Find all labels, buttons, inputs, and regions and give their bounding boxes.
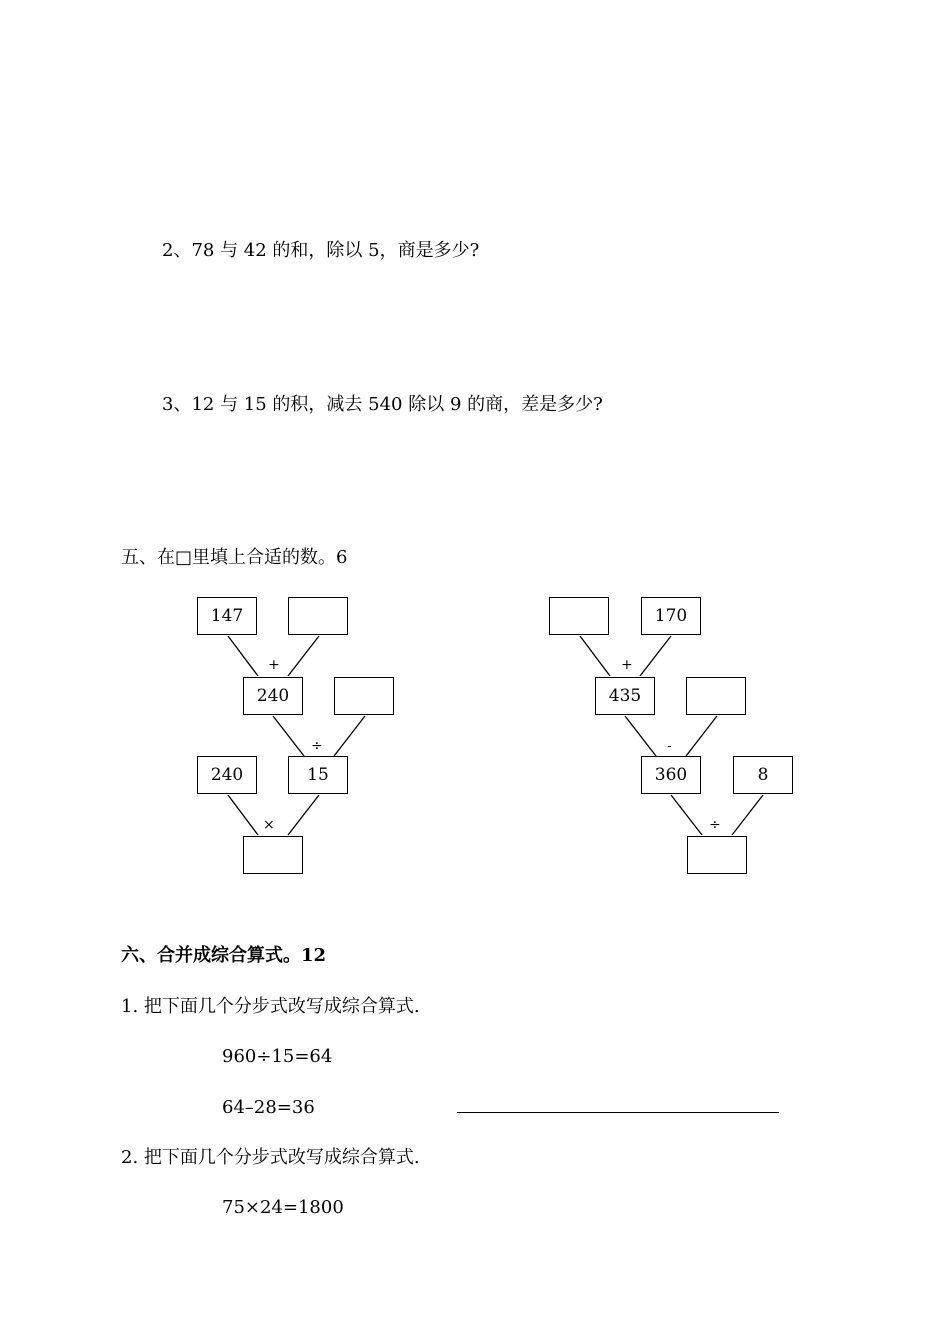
- box-top-right-blank[interactable]: [288, 597, 348, 635]
- question-1-title: 1. 把下面几个分步式改写成综合算式.: [121, 996, 420, 1017]
- operator-plus: +: [621, 657, 633, 673]
- operator-times: ×: [263, 817, 275, 833]
- section-6-heading: 六、合并成综合算式。12: [121, 945, 327, 966]
- question-2-title: 2. 把下面几个分步式改写成综合算式.: [121, 1147, 420, 1168]
- operator-divide: ÷: [709, 817, 721, 833]
- box-top-left: 147: [197, 597, 257, 635]
- question-2: 2、78 与 42 的和，除以 5，商是多少?: [162, 240, 480, 261]
- q1-step-1: 960÷15=64: [222, 1046, 333, 1067]
- answer-line[interactable]: [457, 1112, 779, 1113]
- operator-minus: -: [667, 738, 672, 754]
- box-mid: 435: [595, 677, 655, 715]
- box-mid: 240: [243, 677, 303, 715]
- box-top-right: 170: [641, 597, 701, 635]
- section-5-heading: 五、在□里填上合适的数。6: [121, 547, 348, 568]
- box-low-right: 8: [733, 756, 793, 794]
- q2-step-1: 75×24=1800: [222, 1197, 344, 1218]
- operator-plus: +: [268, 657, 280, 673]
- question-3: 3、12 与 15 的积，减去 540 除以 9 的商，差是多少?: [162, 394, 603, 415]
- box-mid-right-blank[interactable]: [334, 677, 394, 715]
- box-mid-right-blank[interactable]: [686, 677, 746, 715]
- box-low-left: 240: [197, 756, 257, 794]
- box-low-mid: 360: [641, 756, 701, 794]
- box-result-blank[interactable]: [687, 836, 747, 874]
- box-top-left-blank[interactable]: [549, 597, 609, 635]
- box-low-right: 15: [288, 756, 348, 794]
- operator-divide: ÷: [311, 738, 323, 754]
- box-result-blank[interactable]: [243, 836, 303, 874]
- q1-step-2: 64–28=36: [222, 1097, 315, 1118]
